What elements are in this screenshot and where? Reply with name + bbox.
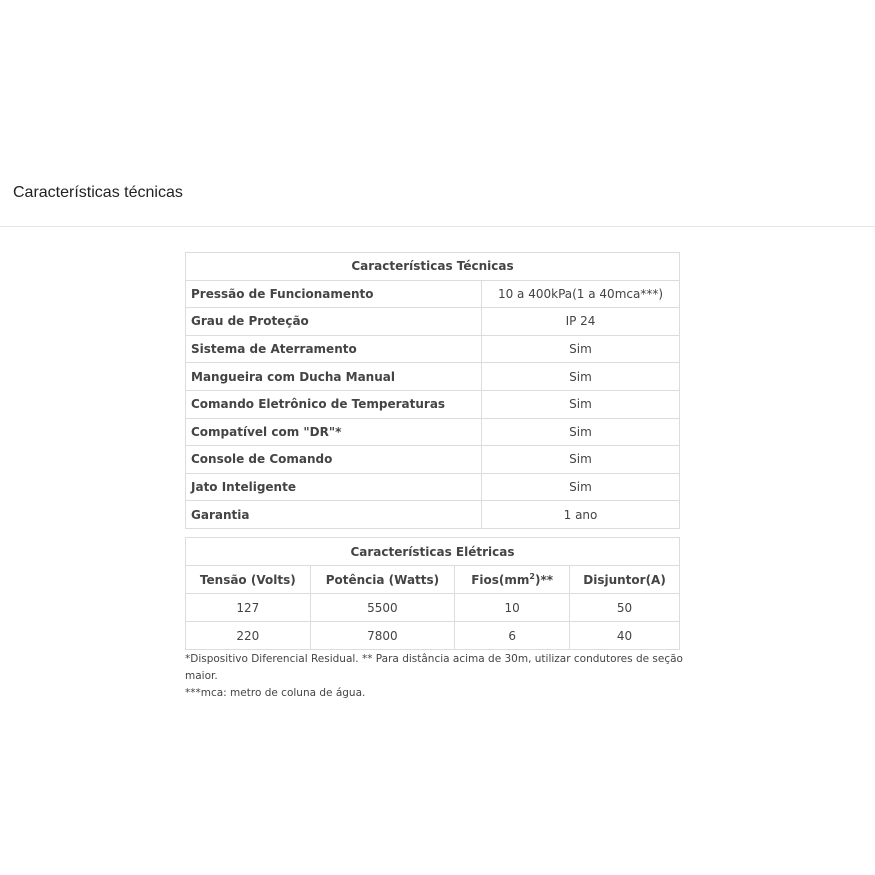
- table-caption-row: [186, 253, 680, 281]
- table-row: [186, 594, 680, 622]
- table-row: [186, 622, 680, 650]
- spec-key: Garantia: [186, 501, 482, 529]
- electrical-specs-caption: Características Elétricas: [186, 538, 680, 566]
- spec-value: Sim: [482, 473, 680, 501]
- spec-value: IP 24: [482, 308, 680, 336]
- table-row: [186, 335, 680, 363]
- technical-specs-table: [185, 252, 680, 529]
- table-row: [186, 363, 680, 391]
- spec-key: Pressão de Funcionamento: [186, 280, 482, 308]
- table-row: [186, 446, 680, 474]
- spec-key: Mangueira com Ducha Manual: [186, 363, 482, 391]
- table-row: [186, 390, 680, 418]
- cell-disjuntor: 50: [570, 594, 680, 622]
- spec-value: Sim: [482, 335, 680, 363]
- spec-value: Sim: [482, 446, 680, 474]
- cell-potencia: 7800: [310, 622, 455, 650]
- section-divider: [0, 226, 875, 227]
- cell-tensao: 127: [186, 594, 311, 622]
- fios-superscript: 2: [529, 572, 535, 581]
- spec-value: Sim: [482, 418, 680, 446]
- spec-value: Sim: [482, 390, 680, 418]
- column-header-disjuntor: Disjuntor(A): [570, 566, 680, 594]
- cell-fios: 6: [455, 622, 570, 650]
- cell-fios: 10: [455, 594, 570, 622]
- column-header-tensao: Tensão (Volts): [186, 566, 311, 594]
- table-row: [186, 473, 680, 501]
- table-row: [186, 501, 680, 529]
- spec-value: Sim: [482, 363, 680, 391]
- column-header-fios: [455, 566, 570, 594]
- footnote-line: ***mca: metro de coluna de água.: [185, 687, 366, 699]
- footnotes: [185, 651, 705, 702]
- spec-key: Sistema de Aterramento: [186, 335, 482, 363]
- fios-label: Fios(mm: [471, 573, 530, 587]
- spec-key: Console de Comando: [186, 446, 482, 474]
- table-row: [186, 308, 680, 336]
- fios-suffix: )**: [535, 573, 554, 587]
- column-header-potencia: Potência (Watts): [310, 566, 455, 594]
- footnote-line: *Dispositivo Diferencial Residual. ** Para distância acima de 30m, utilizar condutores de seção maior.: [185, 653, 683, 682]
- spec-key: Jato Inteligente: [186, 473, 482, 501]
- cell-tensao: 220: [186, 622, 311, 650]
- table-row: [186, 418, 680, 446]
- technical-specs-caption: Características Técnicas: [186, 253, 680, 281]
- cell-disjuntor: 40: [570, 622, 680, 650]
- table-row: [186, 280, 680, 308]
- spec-value: 1 ano: [482, 501, 680, 529]
- spec-key: Grau de Proteção: [186, 308, 482, 336]
- spec-value: 10 a 400kPa(1 a 40mca***): [482, 280, 680, 308]
- spec-key: Comando Eletrônico de Temperaturas: [186, 390, 482, 418]
- table-header-row: [186, 566, 680, 594]
- table-caption-row: [186, 538, 680, 566]
- section-title: Características técnicas: [13, 184, 183, 201]
- spec-key: Compatível com "DR"*: [186, 418, 482, 446]
- electrical-specs-table: [185, 537, 680, 650]
- cell-potencia: 5500: [310, 594, 455, 622]
